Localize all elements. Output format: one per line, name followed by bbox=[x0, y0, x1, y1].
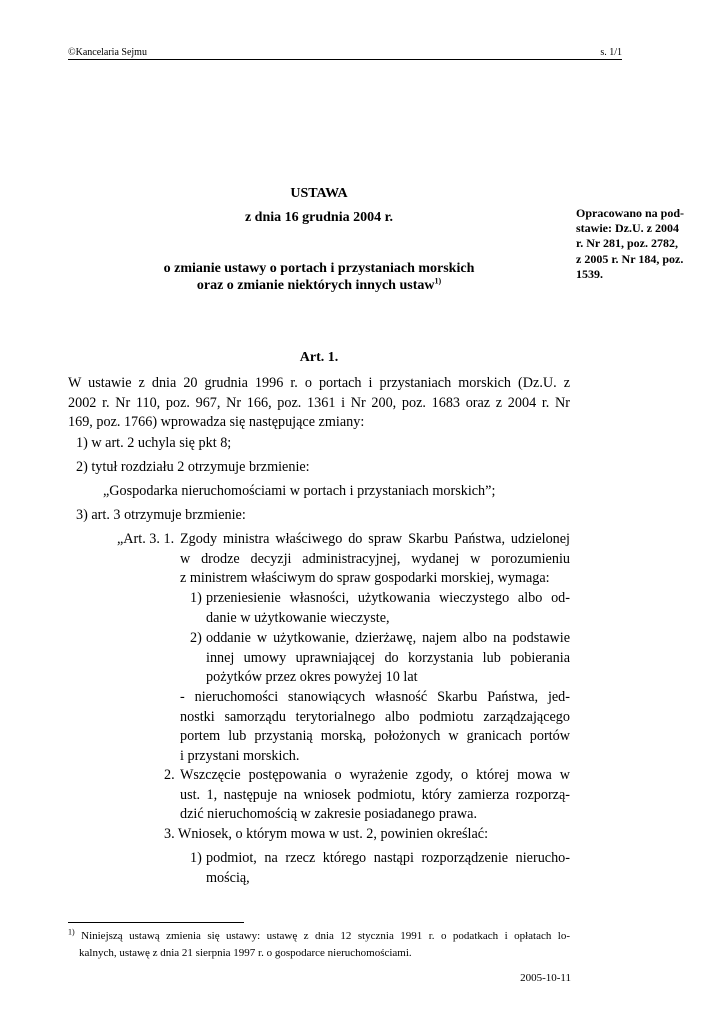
act-subject-line-2: oraz o zmianie niektórych innych ustaw$^{1)}$ bbox=[196, 276, 442, 293]
art3-p1-point-1 bbox=[206, 589, 570, 628]
tail-line: - nieruchomości stanowiących własność Skarbu Państwa, jed- bbox=[180, 689, 570, 705]
side-note-line: stawie: Dz.U. z 2004 bbox=[576, 221, 679, 236]
side-note-line: z 2005 r. Nr 184, poz. bbox=[576, 251, 684, 266]
header-source: ©Kancelaria Sejmu bbox=[68, 47, 147, 58]
side-note bbox=[576, 206, 694, 282]
art3-paragraph-2 bbox=[180, 766, 570, 825]
point-line: danie w użytkowanie wieczyste, bbox=[206, 609, 390, 626]
art3-heading: „Art. 3. 1. bbox=[117, 531, 175, 547]
amendment-item-2-quote: „Gospodarka nieruchomościami w portach i przystaniach morskich”; bbox=[103, 483, 496, 499]
tail-line: i przystani morskich. bbox=[180, 747, 300, 764]
art3-p1-tail bbox=[180, 688, 570, 766]
amendment-item-2: 2) tytuł rozdziału 2 otrzymuje brzmienie: bbox=[76, 459, 310, 475]
footnote-reference: 1) bbox=[434, 276, 442, 286]
art3-p1-point-1-number: 1) bbox=[190, 590, 202, 606]
side-note-line: 1539. bbox=[576, 266, 603, 281]
point-line: przeniesienie własności, użytkowania wieczystego albo od- bbox=[206, 590, 570, 606]
footnote bbox=[68, 928, 570, 961]
art3-p1-line: w drodze decyzji administracyjnej, wydanej w porozumieniu bbox=[180, 550, 570, 567]
point-line: innej umowy uprawniającej do korzystania lub pobierania bbox=[206, 649, 570, 666]
amendment-item-3: 3) art. 3 otrzymuje brzmienie: bbox=[76, 507, 246, 523]
header-rule bbox=[68, 59, 622, 60]
amendment-item-1: 1) w art. 2 uchyla się pkt 8; bbox=[76, 435, 232, 451]
article-heading: Art. 1. bbox=[299, 350, 339, 365]
intro-line: 2002 r. Nr 110, poz. 967, Nr 166, poz. 1361 i Nr 200, poz. 1683 oraz z 2004 r. Nr bbox=[68, 394, 570, 411]
header-page-number: s. 1/1 bbox=[600, 47, 622, 58]
point-line: podmiot, na rzecz którego nastąpi rozporządzenie nierucho- bbox=[206, 850, 570, 866]
intro-line: 169, poz. 1766) wprowadza się następujące zmiany: bbox=[68, 414, 365, 430]
point-line: mością, bbox=[206, 869, 250, 886]
side-note-line: r. Nr 281, poz. 2782, bbox=[576, 236, 678, 251]
art3-paragraph-1 bbox=[180, 530, 570, 589]
footnote-line: kalnych, ustawę z dnia 21 sierpnia 1997 r. o gospodarce nieruchomościami. bbox=[79, 946, 412, 959]
p2-line: Wszczęcie postępowania o wyrażenie zgody, o której mowa w bbox=[180, 767, 570, 783]
act-type-title: USTAWA bbox=[290, 186, 348, 201]
footnote-marker: 1) bbox=[68, 927, 75, 937]
footnote-separator bbox=[68, 922, 244, 923]
art3-paragraph-3: 3. Wniosek, o którym mowa w ust. 2, powinien określać: bbox=[164, 826, 489, 842]
footer-date: 2005-10-11 bbox=[520, 972, 571, 984]
point-line: oddanie w użytkowanie, dzierżawę, najem albo na podstawie bbox=[206, 630, 570, 646]
point-line: pożytków przez okres powyżej 10 lat bbox=[206, 669, 418, 685]
art3-p1-point-2-number: 2) bbox=[190, 630, 202, 646]
act-date: z dnia 16 grudnia 2004 r. bbox=[244, 210, 394, 225]
art3-p1-line: Zgody ministra właściwego do spraw Skarbu Państwa, udzielonej bbox=[180, 531, 570, 547]
p2-line: dzić nieruchomością w zakresie posiadanego prawa. bbox=[180, 806, 478, 822]
article-intro bbox=[68, 374, 570, 433]
act-subject-line-1: o zmianie ustawy o portach i przystaniach morskich bbox=[163, 261, 475, 276]
tail-line: nostki samorządu terytorialnego albo podmiotu zarządzającego bbox=[180, 708, 570, 725]
art3-p3-point-1 bbox=[206, 849, 570, 888]
tail-line: portem lub przystanią morską, położonych w granicach portów bbox=[180, 728, 570, 744]
art3-p3-point-1-number: 1) bbox=[190, 850, 202, 866]
art3-paragraph-2-number: 2. bbox=[164, 767, 175, 783]
side-note-line: Opracowano na pod- bbox=[576, 206, 685, 220]
art3-p1-line: z ministrem właściwym do spraw gospodarki morskiej, wymaga: bbox=[180, 570, 550, 586]
p2-line: ust. 1, następuje na wniosek podmiotu, który zamierza rozporzą- bbox=[180, 786, 570, 803]
art3-p1-point-2 bbox=[206, 629, 570, 688]
footnote-line: $^{1)}$ Niniejszą ustawą zmienia się ustawy: ustawę z dnia 12 stycznia 1991 r. o podatkach i opłatach lo- bbox=[68, 927, 571, 942]
intro-line: W ustawie z dnia 20 grudnia 1996 r. o portach i przystaniach morskich (Dz.U. z bbox=[68, 375, 570, 391]
